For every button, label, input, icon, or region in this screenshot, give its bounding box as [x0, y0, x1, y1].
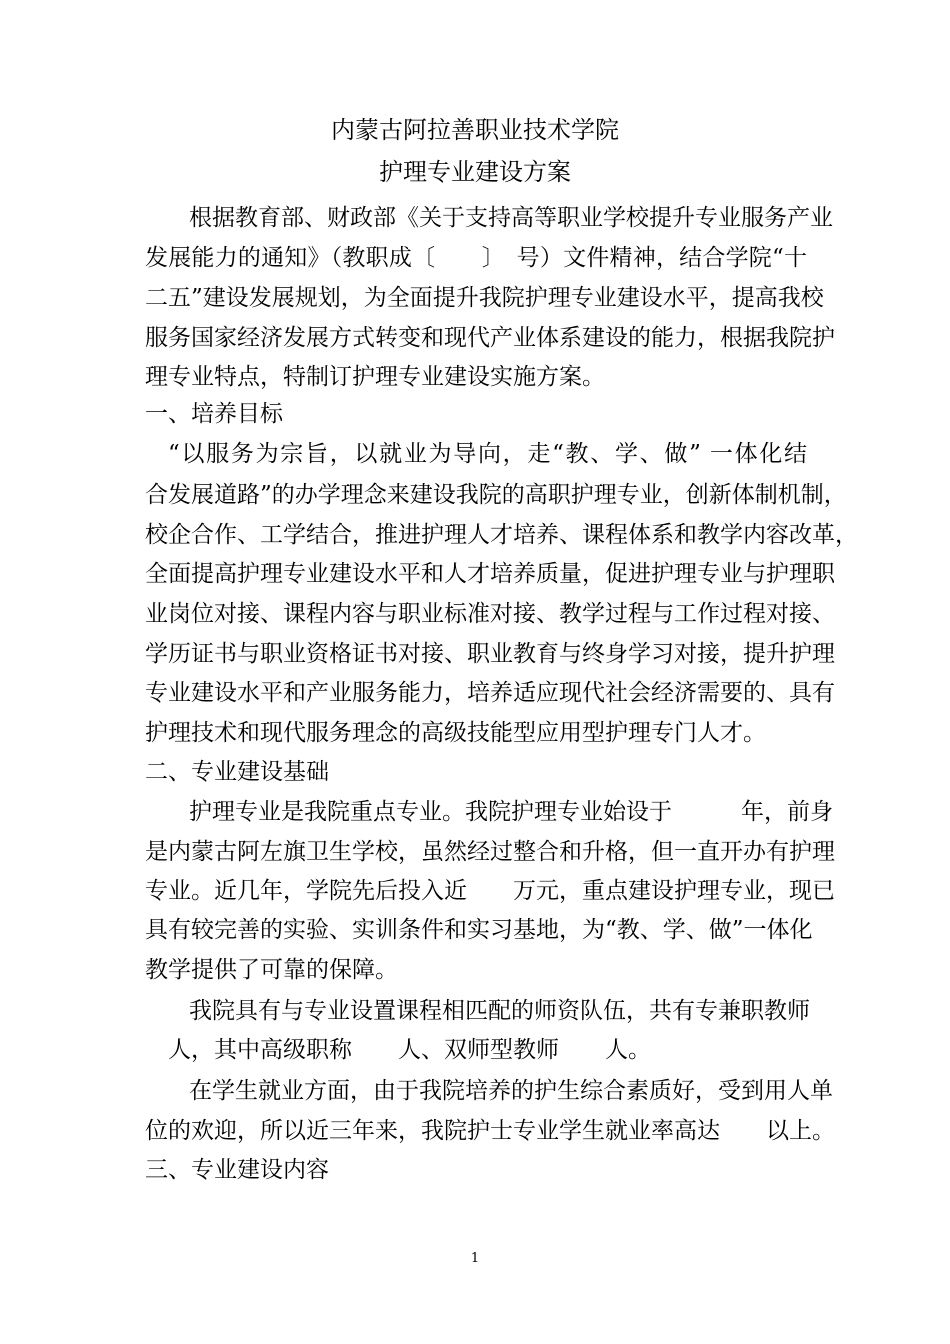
paragraph-line: 全面提高护理专业建设水平和人才培养质量，促进护理专业与护理职 [145, 561, 835, 587]
paragraph-line: “以服务为宗旨，以就业为导向，走“教、学、做” 一体化结 [168, 441, 807, 467]
paragraph-line: 学历证书与职业资格证书对接、职业教育与终身学习对接，提升护理 [145, 641, 835, 667]
paragraph-line: 护理技术和现代服务理念的高级技能型应用型护理专门人才。 [145, 720, 766, 746]
paragraph-line: 护理专业是我院重点专业。我院护理专业始设于 年，前身 [189, 799, 833, 825]
document-title: 内蒙古阿拉善职业技术学院 [331, 116, 619, 144]
intro-line: 服务国家经济发展方式转变和现代产业体系建设的能力，根据我院护 [145, 325, 835, 351]
section-heading: 一、培养目标 [145, 401, 283, 427]
paragraph-line: 人，其中高级职称 人、双师型教师 人。 [168, 1037, 651, 1063]
paragraph-line: 专业建设水平和产业服务能力，培养适应现代社会经济需要的、具有 [145, 680, 835, 706]
paragraph-line: 教学提供了可靠的保障。 [145, 957, 398, 983]
paragraph-line: 具有较完善的实验、实训条件和实习基地，为“教、学、做”一体化 [145, 917, 813, 943]
paragraph-line: 校企合作、工学结合，推进护理人才培养、课程体系和教学内容改革， [145, 522, 858, 548]
intro-line: 根据教育部、财政部《关于支持高等职业学校提升专业服务产业 [189, 205, 833, 231]
paragraph-line: 合发展道路”的办学理念来建设我院的高职护理专业，创新体制机制， [145, 482, 847, 508]
section-heading: 二、专业建设基础 [145, 759, 329, 785]
intro-line: 发展能力的通知》（教职成〔 〕 号）文件精神，结合学院“十 [145, 245, 807, 271]
paragraph-line: 是内蒙古阿左旗卫生学校，虽然经过整合和升格，但一直开办有护理 [145, 839, 835, 865]
paragraph-line: 在学生就业方面，由于我院培养的护生综合素质好，受到用人单 [189, 1078, 833, 1104]
paragraph-line: 专业。近几年，学院先后投入近 万元，重点建设护理专业，现已 [145, 878, 835, 904]
paragraph-line: 业岗位对接、课程内容与职业标准对接、教学过程与工作过程对接、 [145, 601, 835, 627]
page-number: 1 [470, 1251, 480, 1266]
intro-line: 理专业特点，特制订护理专业建设实施方案。 [145, 364, 605, 390]
paragraph-line: 我院具有与专业设置课程相匹配的师资队伍，共有专兼职教师 [189, 998, 810, 1024]
intro-line: 二五”建设发展规划，为全面提升我院护理专业建设水平，提高我校 [145, 285, 824, 311]
section-heading: 三、专业建设内容 [145, 1157, 329, 1183]
document-subtitle: 护理专业建设方案 [379, 158, 571, 186]
paragraph-line: 位的欢迎，所以近三年来，我院护士专业学生就业率高达 以上。 [145, 1118, 835, 1144]
